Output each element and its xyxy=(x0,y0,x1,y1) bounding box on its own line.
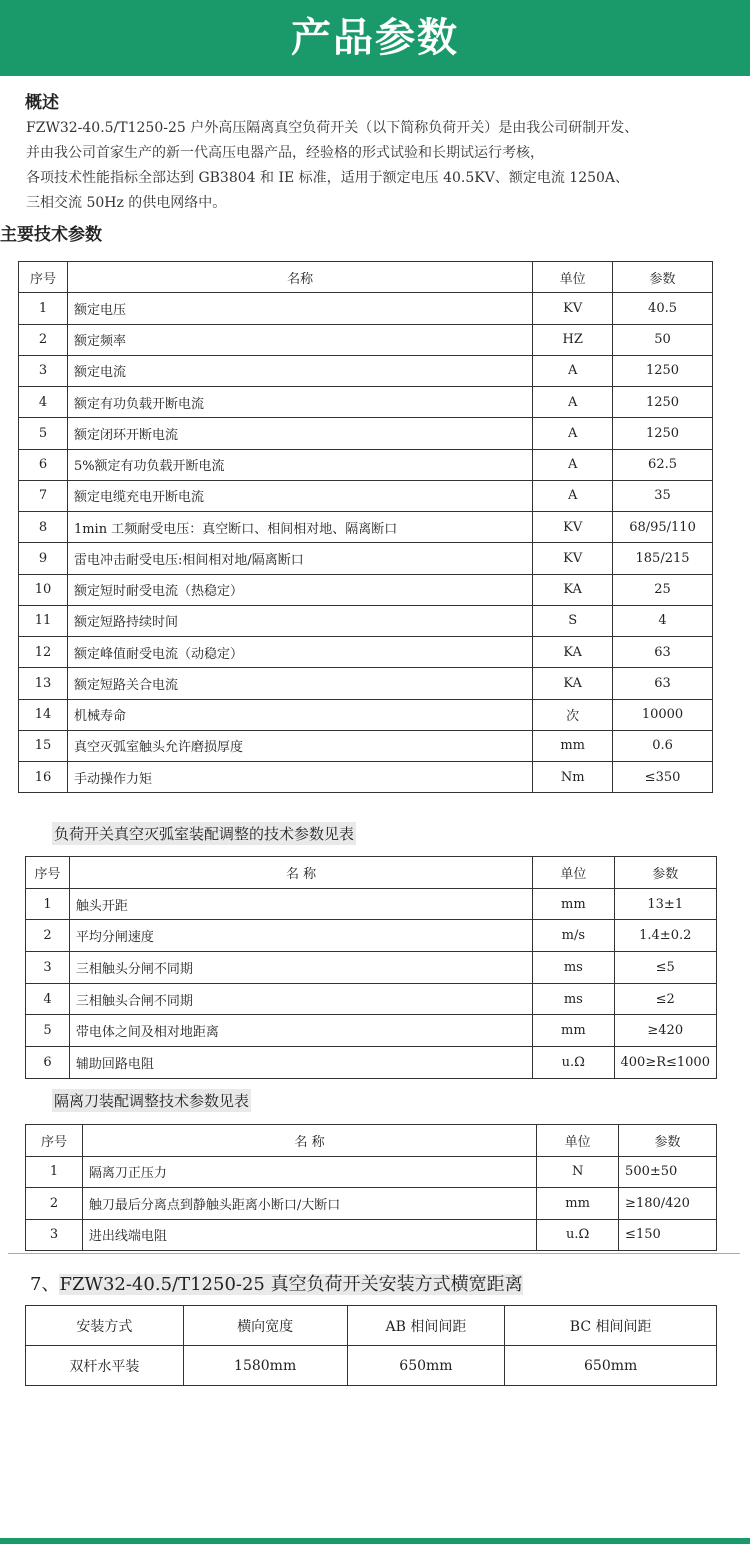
table-cell: 1 xyxy=(26,1156,83,1188)
table-cell: 辅助回路电阻 xyxy=(69,1047,532,1079)
table-cell: 4 xyxy=(26,983,70,1015)
table-row xyxy=(26,952,717,984)
install-heading-prefix: 7、 xyxy=(30,1274,60,1295)
table-header-cell: 单位 xyxy=(537,1125,619,1157)
table-cell: 进出线端电阻 xyxy=(82,1219,536,1251)
page-title: 产品参数 xyxy=(291,15,459,61)
table-header-cell: BC 相间间距 xyxy=(505,1306,717,1346)
table-cell: 5 xyxy=(19,418,68,449)
table-cell: 平均分闸速度 xyxy=(69,920,532,952)
table-cell: 8 xyxy=(19,512,68,543)
table-cell: m/s xyxy=(533,920,614,952)
table-cell: ≥420 xyxy=(614,1015,717,1047)
footer-bar xyxy=(0,1538,750,1544)
table-cell: 0.6 xyxy=(613,730,713,761)
table-cell: 额定峰值耐受电流（动稳定） xyxy=(67,637,532,668)
table-cell: mm xyxy=(533,730,613,761)
overview-line: 各项技术性能指标全部达到 GB3804 和 IE 标准，适用于额定电压 40.5KV、额定电流 1250A、 xyxy=(26,170,630,186)
table-cell: 6 xyxy=(19,449,68,480)
table-cell: 额定短路关合电流 xyxy=(67,668,532,699)
table-cell: 隔离刀正压力 xyxy=(82,1156,536,1188)
table-cell: HZ xyxy=(533,324,613,355)
table-cell: 25 xyxy=(613,574,713,605)
table-header-row xyxy=(26,1125,717,1157)
table-cell: 三相触头合闸不同期 xyxy=(69,983,532,1015)
table-header-cell: 单位 xyxy=(533,262,613,293)
table-cell: 40.5 xyxy=(613,293,713,324)
table-row xyxy=(26,1156,717,1188)
table-cell: 2 xyxy=(26,1188,83,1220)
overview-line: 三相交流 50Hz 的供电网络中。 xyxy=(26,195,227,211)
table-row xyxy=(19,293,713,324)
divider xyxy=(8,1253,740,1254)
table-cell: ≥180/420 xyxy=(619,1188,717,1220)
table-header-row xyxy=(26,1306,717,1346)
table-cell: 6 xyxy=(26,1047,70,1079)
table-cell: 1250 xyxy=(613,418,713,449)
table-cell: 500±50 xyxy=(619,1156,717,1188)
table-cell: ≤5 xyxy=(614,952,717,984)
table-row xyxy=(19,637,713,668)
install-heading xyxy=(30,1270,523,1296)
table-cell: KA xyxy=(533,668,613,699)
table-cell: 触刀最后分离点到静触头距离小断口/大断口 xyxy=(82,1188,536,1220)
table-cell: 63 xyxy=(613,668,713,699)
table-row xyxy=(19,418,713,449)
table-cell: 触头开距 xyxy=(69,888,532,920)
table-cell: 雷电冲击耐受电压:相间相对地/隔离断口 xyxy=(67,543,532,574)
table-row xyxy=(26,1047,717,1079)
vacuum-params-heading: 负荷开关真空灭弧室装配调整的技术参数见表 xyxy=(52,822,356,845)
table-cell: ≤350 xyxy=(613,762,713,793)
main-params-table xyxy=(18,261,713,793)
table-row xyxy=(19,387,713,418)
table-cell: 4 xyxy=(613,605,713,636)
table-cell: u.Ω xyxy=(533,1047,614,1079)
table-cell: ms xyxy=(533,983,614,1015)
table-row xyxy=(19,449,713,480)
table-header-cell: 名称 xyxy=(67,262,532,293)
table-header-cell: 参数 xyxy=(613,262,713,293)
table-row xyxy=(26,1015,717,1047)
table-cell: ≤150 xyxy=(619,1219,717,1251)
table-cell: A xyxy=(533,449,613,480)
table-cell: 16 xyxy=(19,762,68,793)
table-cell: 1 xyxy=(26,888,70,920)
table-cell: 63 xyxy=(613,637,713,668)
table-row xyxy=(19,762,713,793)
overview-line: FZW32-40.5/T1250-25 户外高压隔离真空负荷开关（以下简称负荷开关）是由我公司研制开发、 xyxy=(26,120,639,136)
table-cell: 15 xyxy=(19,730,68,761)
table-cell: 额定有功负载开断电流 xyxy=(67,387,532,418)
table-cell: 额定短时耐受电流（热稳定） xyxy=(67,574,532,605)
table-row xyxy=(19,480,713,511)
overview-paragraph xyxy=(26,116,746,216)
table-cell: 真空灭弧室触头允许磨损厚度 xyxy=(67,730,532,761)
table-header-cell: 序号 xyxy=(26,1125,83,1157)
table-cell: 额定电流 xyxy=(67,355,532,386)
table-cell: 1250 xyxy=(613,355,713,386)
table-cell: A xyxy=(533,480,613,511)
table-cell: 185/215 xyxy=(613,543,713,574)
table-row xyxy=(26,1188,717,1220)
table-header-cell: AB 相间间距 xyxy=(347,1306,505,1346)
table-row xyxy=(19,543,713,574)
table-cell: 5 xyxy=(26,1015,70,1047)
table-row xyxy=(26,1219,717,1251)
table-header-cell: 名 称 xyxy=(82,1125,536,1157)
table-cell: 1250 xyxy=(613,387,713,418)
table-cell: 3 xyxy=(26,952,70,984)
table-cell: 额定闭环开断电流 xyxy=(67,418,532,449)
table-cell: KV xyxy=(533,512,613,543)
table-header-cell: 参数 xyxy=(619,1125,717,1157)
table-cell: KA xyxy=(533,574,613,605)
table-header-cell: 单位 xyxy=(533,857,614,889)
table-cell: 4 xyxy=(19,387,68,418)
table-cell: 650mm xyxy=(347,1346,505,1386)
table-row xyxy=(26,983,717,1015)
table-cell: A xyxy=(533,387,613,418)
overview-line: 并由我公司首家生产的新一代高压电器产品，经验格的形式试验和长期试运行考核， xyxy=(26,145,544,161)
table-cell: 9 xyxy=(19,543,68,574)
table-cell: S xyxy=(533,605,613,636)
table-cell: 11 xyxy=(19,605,68,636)
table-cell: 650mm xyxy=(505,1346,717,1386)
table-cell: KA xyxy=(533,637,613,668)
table-cell: 14 xyxy=(19,699,68,730)
table-cell: 2 xyxy=(19,324,68,355)
table-header-cell: 名 称 xyxy=(69,857,532,889)
table-cell: 5%额定有功负载开断电流 xyxy=(67,449,532,480)
table-row xyxy=(19,324,713,355)
table-cell: u.Ω xyxy=(537,1219,619,1251)
table-cell: 次 xyxy=(533,699,613,730)
table-cell: 双杆水平装 xyxy=(26,1346,184,1386)
knife-params-heading: 隔离刀装配调整技术参数见表 xyxy=(52,1089,251,1112)
table-cell: 10000 xyxy=(613,699,713,730)
table-cell: KV xyxy=(533,293,613,324)
table-cell: 7 xyxy=(19,480,68,511)
table-cell: 62.5 xyxy=(613,449,713,480)
table-cell: ≤2 xyxy=(614,983,717,1015)
table-row xyxy=(19,574,713,605)
table-cell: 3 xyxy=(26,1219,83,1251)
table-row xyxy=(26,888,717,920)
table-cell: 1580mm xyxy=(183,1346,347,1386)
table-cell: 400≥R≤1000 xyxy=(614,1047,717,1079)
table-row xyxy=(26,1346,717,1386)
table-cell: 额定频率 xyxy=(67,324,532,355)
table-cell: 带电体之间及相对地距离 xyxy=(69,1015,532,1047)
table-cell: 机械寿命 xyxy=(67,699,532,730)
table-cell: 35 xyxy=(613,480,713,511)
table-row xyxy=(26,920,717,952)
table-header-cell: 横向宽度 xyxy=(183,1306,347,1346)
table-cell: Nm xyxy=(533,762,613,793)
table-header-row xyxy=(26,857,717,889)
table-header-cell: 序号 xyxy=(26,857,70,889)
table-cell: 额定电缆充电开断电流 xyxy=(67,480,532,511)
table-row xyxy=(19,355,713,386)
table-cell: KV xyxy=(533,543,613,574)
table-cell: 额定短路持续时间 xyxy=(67,605,532,636)
table-cell: 手动操作力矩 xyxy=(67,762,532,793)
table-cell: ms xyxy=(533,952,614,984)
table-cell: N xyxy=(537,1156,619,1188)
table-cell: 1 xyxy=(19,293,68,324)
table-cell: 3 xyxy=(19,355,68,386)
table-cell: 13±1 xyxy=(614,888,717,920)
table-cell: 10 xyxy=(19,574,68,605)
table-cell: 68/95/110 xyxy=(613,512,713,543)
table-cell: 额定电压 xyxy=(67,293,532,324)
table-cell: 1.4±0.2 xyxy=(614,920,717,952)
table-cell: 2 xyxy=(26,920,70,952)
overview-heading: 概述 xyxy=(25,93,59,113)
table-cell: A xyxy=(533,355,613,386)
table-header-cell: 安装方式 xyxy=(26,1306,184,1346)
table-cell: 50 xyxy=(613,324,713,355)
table-cell: A xyxy=(533,418,613,449)
table-cell: 13 xyxy=(19,668,68,699)
table-row xyxy=(19,605,713,636)
table-row xyxy=(19,730,713,761)
table-cell: 1min 工频耐受电压：真空断口、相间相对地、隔离断口 xyxy=(67,512,532,543)
install-heading-text: FZW32-40.5/T1250-25 真空负荷开关安装方式横宽距离 xyxy=(59,1274,523,1295)
table-cell: mm xyxy=(533,888,614,920)
table-row xyxy=(19,512,713,543)
table-header-cell: 序号 xyxy=(19,262,68,293)
table-row xyxy=(19,699,713,730)
table-cell: mm xyxy=(533,1015,614,1047)
install-table xyxy=(25,1305,717,1386)
main-params-heading: 主要技术参数 xyxy=(0,225,102,245)
knife-params-table xyxy=(25,1124,717,1251)
vacuum-params-table xyxy=(25,856,717,1079)
table-header-row xyxy=(19,262,713,293)
table-row xyxy=(19,668,713,699)
table-cell: 12 xyxy=(19,637,68,668)
table-cell: 三相触头分闸不同期 xyxy=(69,952,532,984)
table-header-cell: 参数 xyxy=(614,857,717,889)
table-cell: mm xyxy=(537,1188,619,1220)
